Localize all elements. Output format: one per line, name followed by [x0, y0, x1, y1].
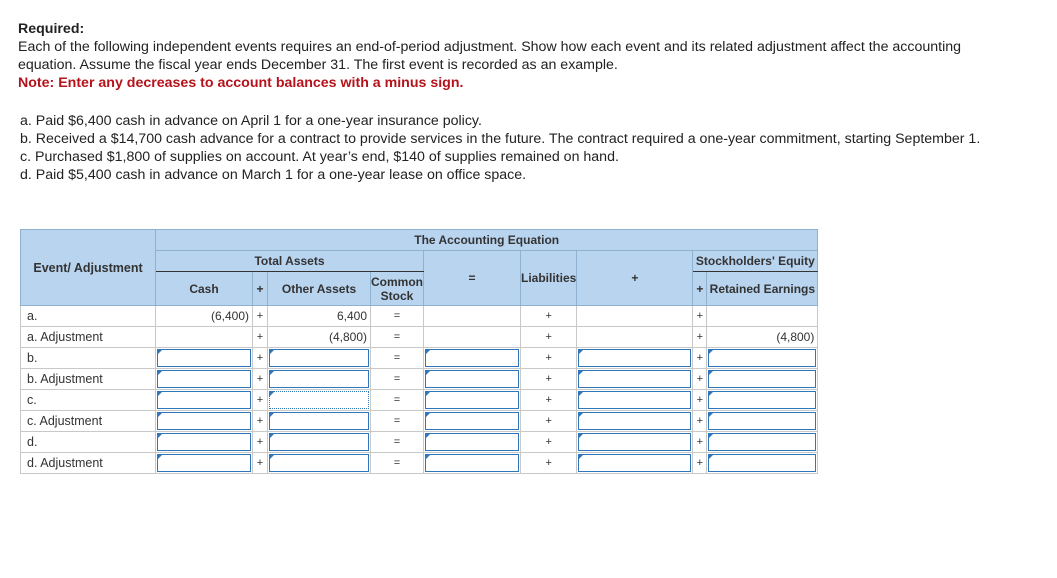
row-label: a. — [21, 306, 156, 327]
retained-earnings-input[interactable] — [707, 432, 818, 453]
equals-sign: = — [371, 432, 424, 453]
row-label: b. — [21, 348, 156, 369]
plus-sign: + — [521, 306, 577, 327]
equals-sign: = — [371, 411, 424, 432]
plus-sign: + — [253, 390, 268, 411]
plus-sign: + — [521, 348, 577, 369]
plus-sign: + — [521, 369, 577, 390]
header-liabilities: Liabilities — [521, 251, 577, 306]
plus-sign: + — [693, 390, 707, 411]
equals-sign: = — [371, 453, 424, 474]
plus-sign: + — [521, 327, 577, 348]
row-label: c. — [21, 390, 156, 411]
header-equals-sign: = — [424, 251, 521, 306]
plus-sign: + — [521, 411, 577, 432]
cash-input[interactable] — [156, 411, 253, 432]
common-stock-input[interactable] — [577, 369, 693, 390]
plus-sign: + — [253, 369, 268, 390]
plus-sign: + — [693, 348, 707, 369]
plus-sign: + — [693, 369, 707, 390]
other-assets-input[interactable] — [268, 432, 371, 453]
header-plus-sign: + — [253, 272, 268, 306]
plus-sign: + — [253, 432, 268, 453]
equals-sign: = — [371, 348, 424, 369]
liabilities-input[interactable] — [424, 453, 521, 474]
liabilities-input[interactable] — [424, 432, 521, 453]
row-label: b. Adjustment — [21, 369, 156, 390]
header-other-assets: Other Assets — [268, 272, 371, 306]
instructions-text: Each of the following independent events requires an end-of-period adjustment. Show how each event and its related adjustment affect the accounting equation. Assume the fiscal year ends December 31. The first event is recorded as an example. — [18, 39, 962, 73]
other-assets-input[interactable] — [268, 390, 371, 411]
header-common-stock: Common Stock — [371, 272, 424, 306]
retained-earnings-input[interactable] — [707, 390, 818, 411]
equals-sign: = — [371, 390, 424, 411]
common-stock-value — [577, 306, 693, 327]
plus-sign: + — [521, 453, 577, 474]
cash-input[interactable] — [156, 348, 253, 369]
plus-sign: + — [521, 390, 577, 411]
plus-sign: + — [253, 411, 268, 432]
common-stock-input[interactable] — [577, 411, 693, 432]
table-title: The Accounting Equation — [156, 230, 818, 251]
event-item-c: c. Purchased $1,800 of supplies on account. At year’s end, $140 of supplies remained on hand. — [20, 149, 619, 165]
header-stockholders-equity: Stockholders' Equity — [693, 251, 818, 272]
table-row — [21, 411, 818, 432]
header-plus-sign: + — [693, 272, 707, 306]
liabilities-value — [424, 327, 521, 348]
plus-sign: + — [693, 327, 707, 348]
event-item-a: a. Paid $6,400 cash in advance on April 1 for a one-year insurance policy. — [20, 113, 482, 129]
table-row — [21, 327, 818, 348]
cash-input[interactable] — [156, 432, 253, 453]
row-label: d. Adjustment — [21, 453, 156, 474]
plus-sign: + — [253, 348, 268, 369]
header-cash: Cash — [156, 272, 253, 306]
table-row — [21, 390, 818, 411]
row-label: c. Adjustment — [21, 411, 156, 432]
note-text: Note: Enter any decreases to account balances with a minus sign. — [18, 75, 464, 91]
retained-earnings-value — [707, 306, 818, 327]
header-retained-earnings: Retained Earnings — [707, 272, 818, 306]
liabilities-input[interactable] — [424, 411, 521, 432]
event-list — [20, 112, 1020, 184]
cash-input[interactable] — [156, 390, 253, 411]
common-stock-input[interactable] — [577, 453, 693, 474]
event-item-b: b. Received a $14,700 cash advance for a contract to provide services in the future. The contract required a one-year commitment, starting September 1. — [20, 131, 981, 147]
liabilities-input[interactable] — [424, 390, 521, 411]
cash-value: (6,400) — [156, 306, 253, 327]
common-stock-input[interactable] — [577, 348, 693, 369]
retained-earnings-value: (4,800) — [707, 327, 818, 348]
instructions — [18, 20, 1018, 92]
common-stock-input[interactable] — [577, 432, 693, 453]
equals-sign: = — [371, 306, 424, 327]
equals-sign: = — [371, 327, 424, 348]
other-assets-value: 6,400 — [268, 306, 371, 327]
required-label: Required: — [18, 21, 85, 37]
row-label: a. Adjustment — [21, 327, 156, 348]
retained-earnings-input[interactable] — [707, 411, 818, 432]
cash-input[interactable] — [156, 369, 253, 390]
other-assets-input[interactable] — [268, 411, 371, 432]
table-row — [21, 453, 818, 474]
retained-earnings-input[interactable] — [707, 369, 818, 390]
retained-earnings-input[interactable] — [707, 348, 818, 369]
other-assets-input[interactable] — [268, 348, 371, 369]
table-row — [21, 306, 818, 327]
accounting-equation-table — [20, 229, 818, 474]
plus-sign: + — [521, 432, 577, 453]
row-label: d. — [21, 432, 156, 453]
plus-sign: + — [693, 432, 707, 453]
other-assets-input[interactable] — [268, 369, 371, 390]
liabilities-value — [424, 306, 521, 327]
plus-sign: + — [253, 306, 268, 327]
cash-input[interactable] — [156, 453, 253, 474]
retained-earnings-input[interactable] — [707, 453, 818, 474]
plus-sign: + — [253, 453, 268, 474]
table-row — [21, 348, 818, 369]
plus-sign: + — [693, 411, 707, 432]
liabilities-input[interactable] — [424, 369, 521, 390]
header-total-assets: Total Assets — [156, 251, 424, 272]
plus-sign: + — [693, 453, 707, 474]
equals-sign: = — [371, 369, 424, 390]
other-assets-input[interactable] — [268, 453, 371, 474]
common-stock-input[interactable] — [577, 390, 693, 411]
cash-value — [156, 327, 253, 348]
liabilities-input[interactable] — [424, 348, 521, 369]
other-assets-value: (4,800) — [268, 327, 371, 348]
table-row — [21, 369, 818, 390]
plus-sign: + — [253, 327, 268, 348]
table-row — [21, 432, 818, 453]
event-item-d: d. Paid $5,400 cash in advance on March 1 for a one-year lease on office space. — [20, 167, 527, 183]
header-plus-sign: + — [577, 251, 693, 306]
common-stock-value — [577, 327, 693, 348]
plus-sign: + — [693, 306, 707, 327]
header-event-adjustment: Event/ Adjustment — [21, 230, 156, 306]
